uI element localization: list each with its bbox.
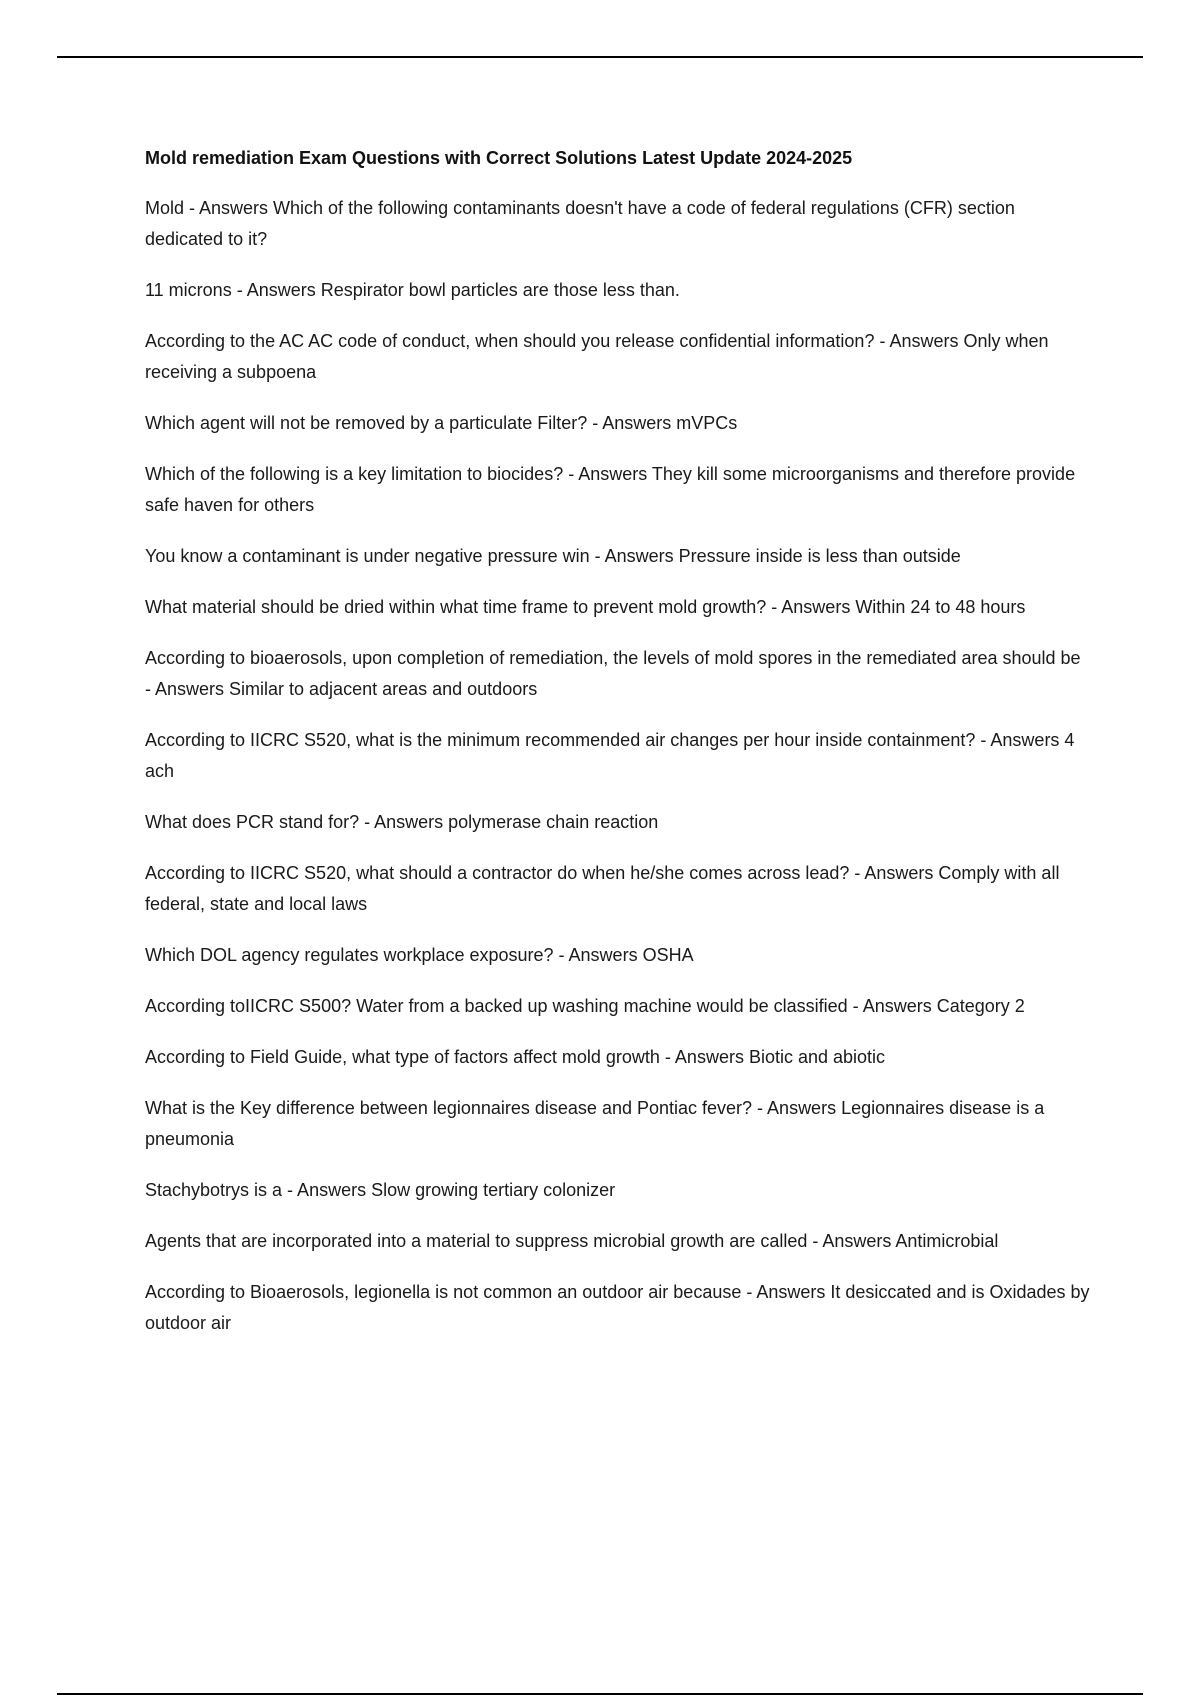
qa-item: According to Field Guide, what type of factors affect mold growth - Answers Biotic and abiotic — [145, 1047, 886, 1067]
qa-item: Which of the following is a key limitation to biocides? - Answers They kill some microorganisms and therefore provide safe haven for others — [145, 464, 1076, 515]
document-title: Mold remediation Exam Questions with Correct Solutions Latest Update 2024-2025 — [145, 148, 853, 168]
qa-item: What does PCR stand for? - Answers polymerase chain reaction — [145, 812, 659, 832]
qa-list — [145, 193, 1090, 1339]
qa-item: Which agent will not be removed by a particulate Filter? - Answers mVPCs — [145, 413, 738, 433]
qa-item: 11 microns - Answers Respirator bowl particles are those less than. — [145, 280, 680, 300]
qa-item: Which DOL agency regulates workplace exposure? - Answers OSHA — [145, 945, 694, 965]
qa-item: Agents that are incorporated into a material to suppress microbial growth are called - Answers Antimicrobial — [145, 1231, 999, 1251]
qa-item: According to IICRC S520, what is the minimum recommended air changes per hour inside containment? - Answers 4 ach — [145, 730, 1075, 781]
qa-item: What material should be dried within what time frame to prevent mold growth? - Answers Within 24 to 48 hours — [145, 597, 1026, 617]
qa-item: According to the AC AC code of conduct, when should you release confidential information? - Answers Only when receiving a subpoena — [145, 331, 1049, 382]
qa-item: According toIICRC S500? Water from a backed up washing machine would be classified - Answers Category 2 — [145, 996, 1025, 1016]
qa-item: Mold - Answers Which of the following contaminants doesn't have a code of federal regulations (CFR) section dedicated to it? — [145, 198, 1015, 249]
qa-item: According to bioaerosols, upon completion of remediation, the levels of mold spores in the remediated area should be - Answers Similar to adjacent areas and outdoors — [145, 648, 1081, 699]
qa-item: You know a contaminant is under negative pressure win - Answers Pressure inside is less than outside — [145, 546, 961, 566]
qa-item: According to Bioaerosols, legionella is not common an outdoor air because - Answers It desiccated and is Oxidades by outdoor air — [145, 1282, 1090, 1333]
qa-item: What is the Key difference between legionnaires disease and Pontiac fever? - Answers Legionnaires disease is a pneumonia — [145, 1098, 1045, 1149]
header-rule — [57, 56, 1143, 58]
qa-item: According to IICRC S520, what should a contractor do when he/she comes across lead? - Answers Comply with all federal, state and local laws — [145, 863, 1060, 914]
footer-rule — [57, 1693, 1143, 1695]
qa-item: Stachybotrys is a - Answers Slow growing tertiary colonizer — [145, 1180, 616, 1200]
document-body — [145, 145, 1090, 1359]
